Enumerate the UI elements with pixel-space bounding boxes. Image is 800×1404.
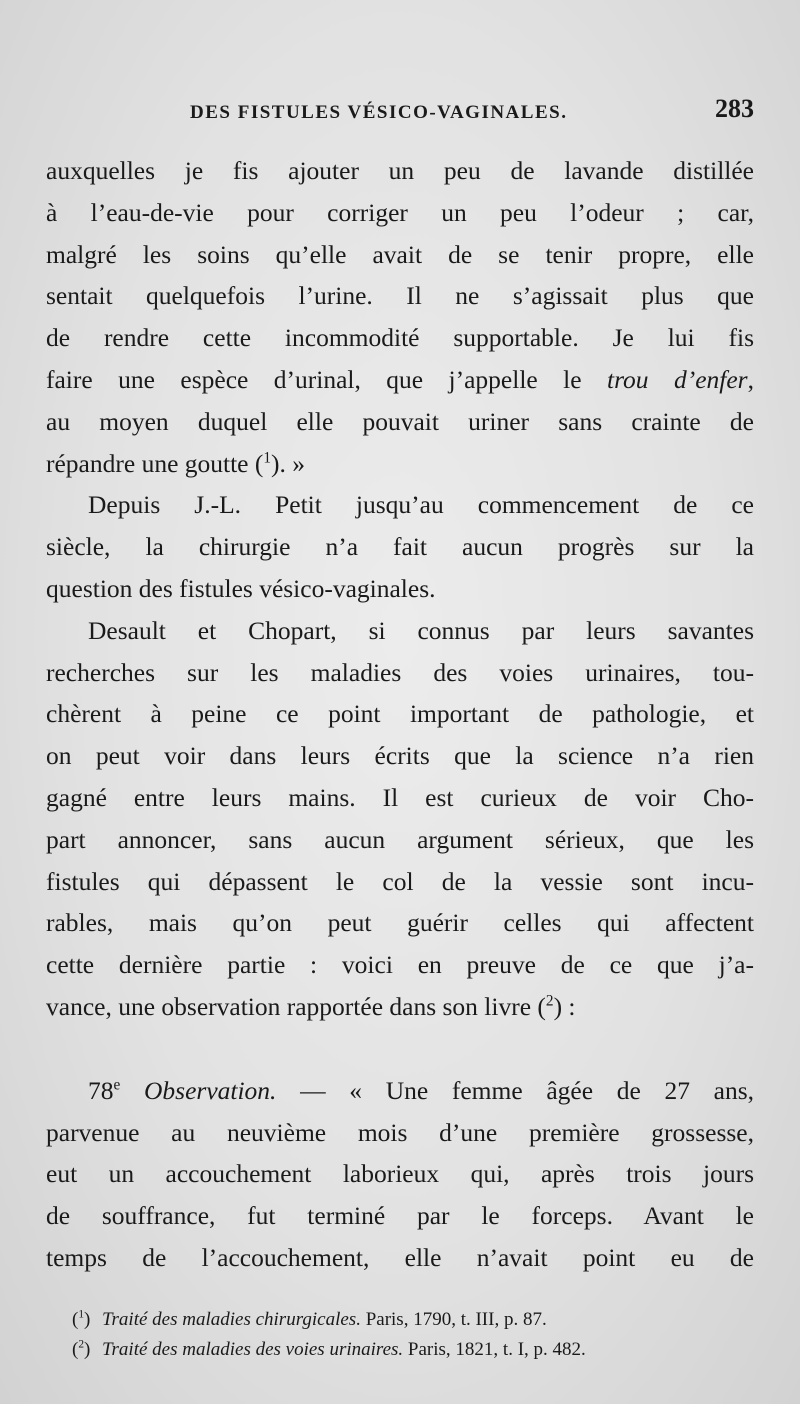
text-line: part annoncer, sans aucun argument sérieux, que les bbox=[46, 824, 754, 854]
paragraph-gap bbox=[46, 1028, 754, 1070]
text-line: gagné entre leurs mains. Il est curieux de voir Cho- bbox=[46, 782, 754, 812]
superscript: e bbox=[113, 1076, 121, 1094]
paragraph-1 bbox=[46, 150, 754, 484]
footnote-ref: 2 bbox=[545, 992, 554, 1010]
text-line: de rendre cette incommodité supportable. Je lui fis bbox=[46, 323, 754, 353]
text-line: parvenue au neuvième mois d’une première grossesse, bbox=[46, 1117, 754, 1147]
footnote bbox=[46, 1305, 754, 1335]
text-line: siècle, la chirurgie n’a fait aucun progrès sur la bbox=[46, 532, 754, 562]
footnote-title: Traité des maladies chirurgicales. bbox=[102, 1309, 361, 1330]
text-line: cette dernière partie : voici en preuve de ce que j’a- bbox=[46, 950, 754, 980]
text-segment: ) : bbox=[553, 991, 576, 1021]
text-line: temps de l’accouchement, elle n’avait point eu de bbox=[46, 1242, 754, 1272]
observation-number: 78 bbox=[88, 1075, 114, 1105]
text-line: à l’eau-de-vie pour corriger un peu l’odeur ; car, bbox=[46, 197, 754, 227]
text-segment: faire une espèce d’urinal, que j’appelle le bbox=[46, 364, 607, 394]
text-line: sentait quelquefois l’urine. Il ne s’agissait plus que bbox=[46, 281, 754, 311]
text-line bbox=[46, 443, 754, 485]
text-line bbox=[46, 1070, 754, 1112]
text-line: on peut voir dans leurs écrits que la science n’a rien bbox=[46, 741, 754, 771]
text-line: eut un accouchement laborieux qui, après trois jours bbox=[46, 1159, 754, 1189]
footnote-citation: Paris, 1821, t. I, p. 482. bbox=[403, 1339, 586, 1360]
text-line: malgré les soins qu’elle avait de se tenir propre, elle bbox=[46, 239, 754, 269]
footnote-citation: Paris, 1790, t. III, p. 87. bbox=[360, 1309, 547, 1330]
footnote bbox=[46, 1335, 754, 1365]
text-segment: ). » bbox=[271, 448, 306, 478]
running-head: DES FISTULES VÉSICO-VAGINALES. bbox=[190, 102, 568, 123]
text-segment: — « Une femme âgée de 27 ans, bbox=[276, 1075, 755, 1105]
paragraph-2 bbox=[46, 484, 754, 609]
footnote-mark: ($^1$) bbox=[72, 1308, 91, 1330]
observation-title: Observation. bbox=[143, 1075, 277, 1105]
text-line: Depuis J.-L. Petit jusqu’au commencement de ce bbox=[88, 490, 754, 520]
text-segment: vance, une observation rapportée dans son livre ( bbox=[46, 991, 546, 1021]
paragraph-3 bbox=[46, 610, 754, 1028]
text-line: auxquelles je fis ajouter un peu de lavande distillée bbox=[46, 156, 754, 185]
page-number: 283 bbox=[715, 94, 754, 123]
text-line bbox=[46, 359, 754, 401]
text-line: recherches sur les maladies des voies urinaires, tou- bbox=[46, 657, 754, 687]
footnote-ref: 1 bbox=[263, 449, 272, 467]
footnote-title: Traité des maladies des voies urinaires. bbox=[102, 1339, 404, 1360]
text-line bbox=[46, 986, 754, 1028]
text-line: Desault et Chopart, si connus par leurs savantes bbox=[88, 615, 754, 645]
text-line: au moyen duquel elle pouvait uriner sans crainte de bbox=[46, 406, 754, 436]
observation-paragraph bbox=[46, 1070, 754, 1279]
page-header bbox=[46, 94, 754, 134]
text-line: fistules qui dépassent le col de la vessie sont incu- bbox=[46, 866, 754, 896]
footnote-mark: ($^2$) bbox=[72, 1338, 91, 1360]
text-segment: répandre une goutte ( bbox=[46, 448, 264, 478]
text-line: chèrent à peine ce point important de pathologie, et bbox=[46, 699, 754, 729]
italic-term: trou d’enfer bbox=[606, 364, 748, 394]
text-line: question des fistules vésico-vaginales. bbox=[46, 573, 436, 603]
text-line: de souffrance, fut terminé par le forceps. Avant le bbox=[46, 1201, 754, 1231]
footnotes bbox=[46, 1305, 754, 1365]
text-segment: , bbox=[747, 364, 754, 394]
text-line: rables, mais qu’on peut guérir celles qui affectent bbox=[46, 908, 754, 938]
body-text bbox=[46, 150, 754, 1279]
